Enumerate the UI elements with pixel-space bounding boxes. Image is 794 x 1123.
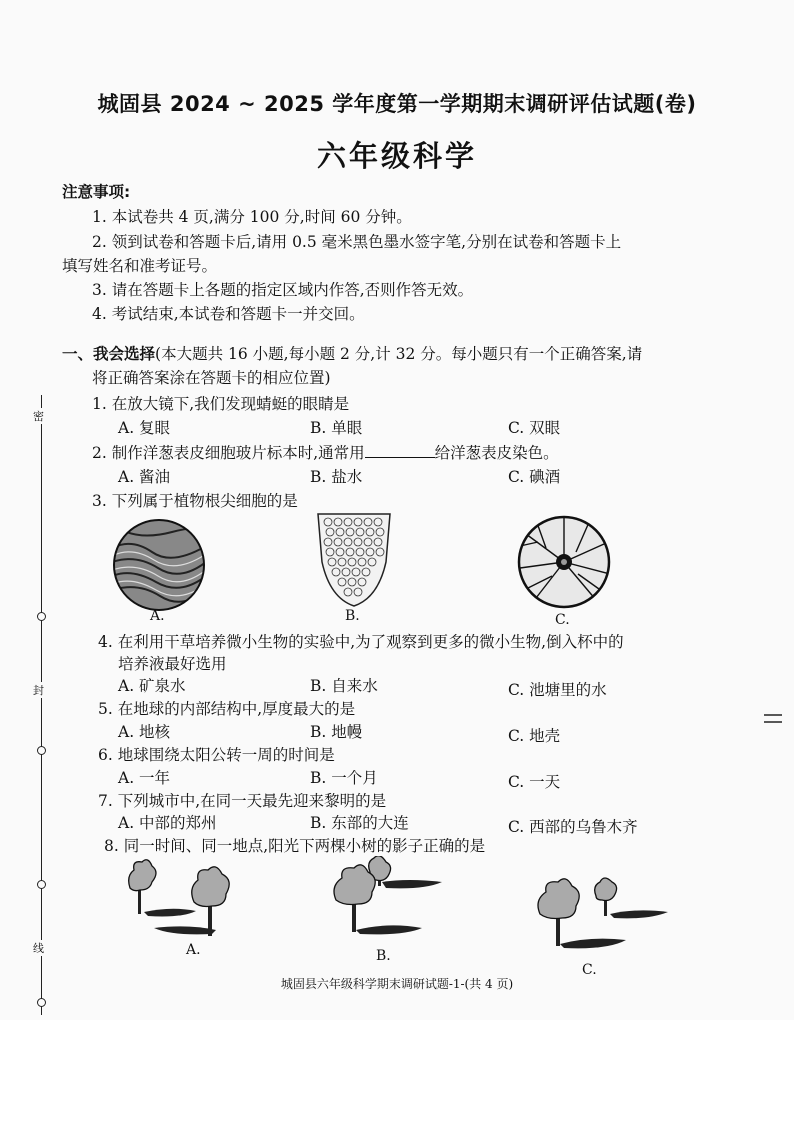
binding-margin-line bbox=[41, 395, 42, 1015]
note-item: 4. 考试结束,本试卷和答题卡一并交回。 bbox=[92, 305, 365, 323]
question-3-stem: 3. 下列属于植物根尖细胞的是 bbox=[92, 492, 298, 510]
question-5-option-a: A. 地核 bbox=[118, 723, 171, 741]
question-3-option-a: A. bbox=[150, 608, 165, 624]
question-8-option-b: B. bbox=[376, 948, 391, 964]
question-5-option-c: C. 地壳 bbox=[508, 727, 561, 745]
question-7-option-b: B. 东部的大连 bbox=[310, 814, 409, 832]
note-item: 3. 请在答题卡上各题的指定区域内作答,否则作答无效。 bbox=[92, 281, 474, 299]
margin-hole bbox=[37, 880, 46, 889]
question-7-option-a: A. 中部的郑州 bbox=[118, 814, 217, 832]
section-instruction-line-1: (本大题共 16 小题,每小题 2 分,计 32 分。每小题只有一个正确答案,请 bbox=[155, 345, 643, 363]
question-4-stem-line-1: 4. 在利用干草培养微小生物的实验中,为了观察到更多的微小生物,倒入杯中的 bbox=[98, 633, 624, 651]
question-4-stem-line-2: 培养液最好选用 bbox=[118, 655, 227, 673]
margin-hole bbox=[37, 612, 46, 621]
trees-shadow-option-c-image bbox=[536, 874, 676, 964]
question-7-stem: 7. 下列城市中,在同一天最先迎来黎明的是 bbox=[98, 792, 387, 810]
page-edge-mark bbox=[762, 712, 784, 724]
note-item: 2. 领到试卷和答题卡后,请用 0.5 毫米黑色墨水签字笔,分别在试卷和答题卡上 bbox=[92, 233, 622, 251]
question-4-option-c: C. 池塘里的水 bbox=[508, 681, 607, 699]
section-instruction bbox=[62, 342, 642, 364]
margin-hole bbox=[37, 998, 46, 1007]
margin-hole bbox=[37, 746, 46, 755]
question-4-option-a: A. 矿泉水 bbox=[118, 677, 186, 695]
question-1-option-a: A. 复眼 bbox=[118, 419, 171, 437]
margin-char-3: 线 bbox=[33, 942, 44, 955]
note-item: 1. 本试卷共 4 页,满分 100 分,时间 60 分钟。 bbox=[92, 208, 412, 226]
question-1-stem: 1. 在放大镜下,我们发现蜻蜓的眼睛是 bbox=[92, 395, 350, 413]
answer-blank bbox=[365, 443, 435, 458]
question-2-option-c: C. 碘酒 bbox=[508, 468, 561, 486]
question-5-option-b: B. 地幔 bbox=[310, 723, 363, 741]
notes-heading: 注意事项: bbox=[62, 183, 131, 201]
section-instruction-line-2: 将正确答案涂在答题卡的相应位置) bbox=[92, 369, 331, 387]
note-item: 填写姓名和准考证号。 bbox=[62, 257, 218, 275]
question-6-option-a: A. 一年 bbox=[118, 769, 171, 787]
margin-char-2: 封 bbox=[33, 684, 44, 697]
question-6-option-c: C. 一天 bbox=[508, 773, 561, 791]
trees-shadow-option-b-image bbox=[328, 856, 468, 946]
exam-subject: 六年级科学 bbox=[316, 139, 477, 173]
page-footer: 城固县六年级科学期末调研试题-1-(共 4 页) bbox=[280, 977, 514, 991]
question-2-option-b: B. 盐水 bbox=[310, 468, 363, 486]
question-6-option-b: B. 一个月 bbox=[310, 769, 378, 787]
question-5-stem: 5. 在地球的内部结构中,厚度最大的是 bbox=[98, 700, 356, 718]
question-8-stem: 8. 同一时间、同一地点,阳光下两棵小树的影子正确的是 bbox=[104, 837, 486, 855]
question-4-option-b: B. 自来水 bbox=[310, 677, 378, 695]
section-heading: 一、我会选择 bbox=[62, 345, 156, 363]
exam-title: 城固县 2024 ~ 2025 学年度第一学期期末调研评估试题(卷) bbox=[97, 92, 697, 116]
question-1-option-c: C. 双眼 bbox=[508, 419, 561, 437]
question-8-option-a: A. bbox=[186, 942, 201, 958]
tissue-micrograph-image bbox=[112, 518, 206, 612]
question-3-option-c: C. bbox=[555, 612, 570, 628]
question-1-option-b: B. 单眼 bbox=[310, 419, 363, 437]
question-8-option-c: C. bbox=[582, 962, 597, 978]
question-7-option-c: C. 西部的乌鲁木齐 bbox=[508, 818, 638, 836]
trees-shadow-option-a-image bbox=[122, 856, 262, 946]
margin-char-1: 密 bbox=[33, 410, 44, 423]
root-tip-cells-image bbox=[316, 512, 392, 608]
question-3-option-b: B. bbox=[345, 608, 360, 624]
neuron-micrograph-image bbox=[516, 514, 612, 610]
question-2-stem: 2. 制作洋葱表皮细胞玻片标本时,通常用 给洋葱表皮染色。 bbox=[92, 444, 559, 462]
question-2-option-a: A. 酱油 bbox=[118, 468, 171, 486]
question-6-stem: 6. 地球围绕太阳公转一周的时间是 bbox=[98, 746, 335, 764]
